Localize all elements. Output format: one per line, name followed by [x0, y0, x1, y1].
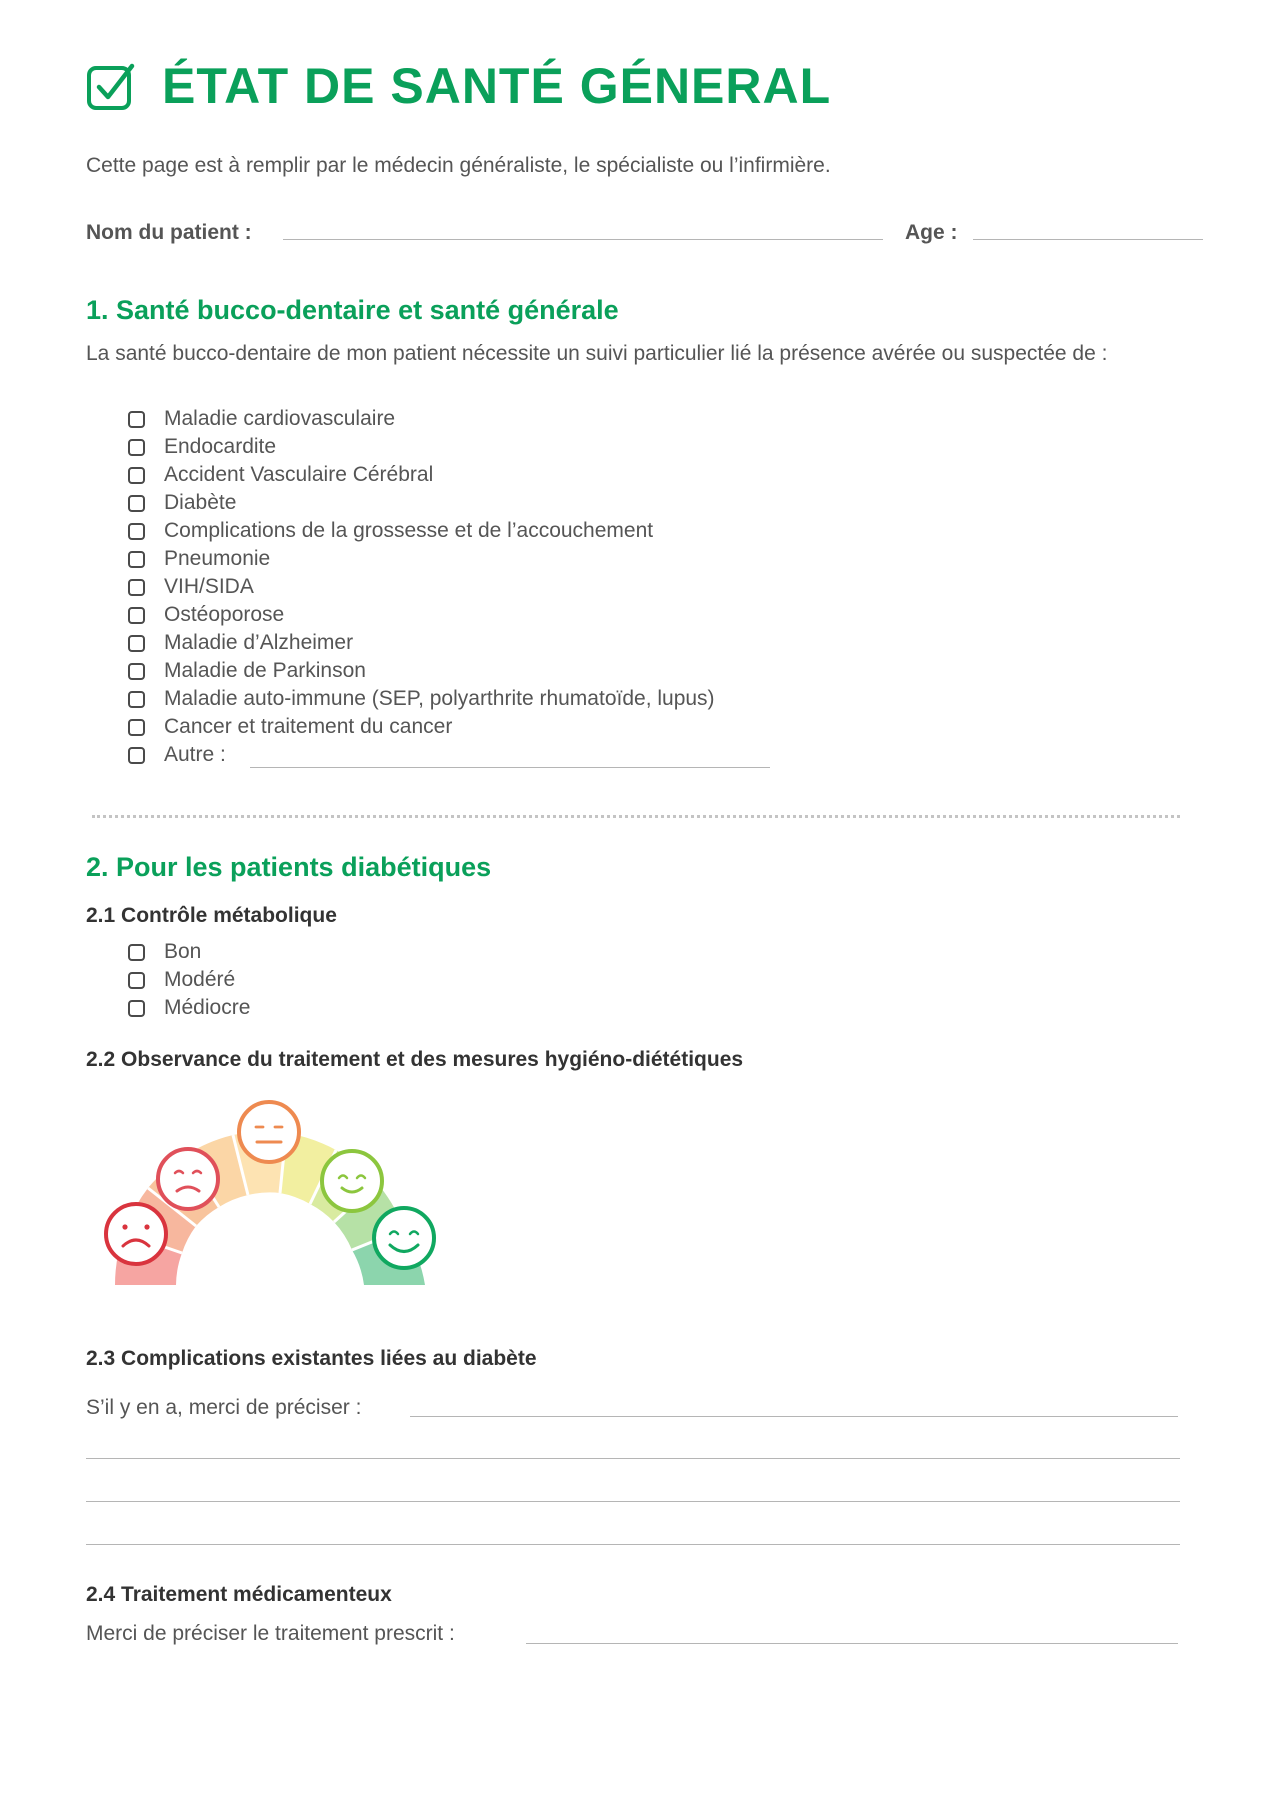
checkbox[interactable] [128, 719, 145, 736]
section22-heading: 2.2 Observance du traitement et des mesures hygiéno-diététiques [86, 1048, 744, 1071]
intro-text: Cette page est à remplir par le médecin généraliste, le spécialiste ou l’infirmière. [86, 154, 831, 177]
title-row [86, 60, 831, 112]
list-item [128, 685, 715, 713]
checkbox-label: Maladie cardiovasculaire [164, 407, 396, 430]
section24-heading: 2.4 Traitement médicamenteux [86, 1583, 392, 1606]
checkbox[interactable] [128, 691, 145, 708]
checkbox-label: Maladie d’Alzheimer [164, 631, 354, 654]
list-item [128, 601, 715, 629]
checkbox-label: Autre : [164, 743, 226, 766]
list-item [128, 966, 250, 994]
section2-heading: 2. Pour les patients diabétiques [86, 852, 492, 882]
list-item [128, 489, 715, 517]
section21-heading: 2.1 Contrôle métabolique [86, 904, 337, 927]
checkbox[interactable] [128, 972, 145, 989]
checkbox-label: Maladie de Parkinson [164, 659, 366, 682]
list-item [128, 405, 715, 433]
very-sad-face-icon[interactable] [106, 1204, 166, 1264]
section1-heading: 1. Santé bucco-dentaire et santé générale [86, 295, 619, 325]
checkbox[interactable] [128, 944, 145, 961]
patient-name-field[interactable] [283, 239, 883, 240]
complications-field-line-2[interactable] [86, 1458, 1180, 1459]
checkbox-label: Diabète [164, 491, 237, 514]
list-item [128, 713, 715, 741]
list-item [128, 461, 715, 489]
list-item [128, 517, 715, 545]
happy-face-icon[interactable] [322, 1151, 382, 1211]
section23-prompt: S’il y en a, merci de préciser : [86, 1396, 362, 1419]
list-item [128, 994, 250, 1022]
list-item [128, 545, 715, 573]
checkbox[interactable] [128, 747, 145, 764]
page-title: ÉTAT DE SANTÉ GÉNERAL [162, 58, 832, 114]
list-item [128, 433, 715, 461]
checkbox[interactable] [128, 635, 145, 652]
section-divider [92, 815, 1180, 818]
checkbox[interactable] [128, 1000, 145, 1017]
adherence-gauge [100, 1098, 440, 1294]
list-item [128, 573, 715, 601]
list-item [128, 938, 250, 966]
very-happy-face-icon[interactable] [374, 1208, 434, 1268]
checkbox[interactable] [128, 523, 145, 540]
checkbox-label: VIH/SIDA [164, 575, 254, 598]
checkbox-checked-icon [86, 60, 138, 112]
checkbox[interactable] [128, 439, 145, 456]
other-condition-field[interactable] [250, 767, 770, 768]
checkbox-label: Médiocre [164, 996, 251, 1019]
patient-name-label: Nom du patient : [86, 221, 252, 244]
checkbox[interactable] [128, 579, 145, 596]
checkbox-label: Complications de la grossesse et de l’accouchement [164, 519, 654, 542]
section1-checkbox-list [128, 405, 715, 769]
checkbox-label: Pneumonie [164, 547, 271, 570]
checkbox-label: Maladie auto-immune (SEP, polyarthrite rhumatoïde, lupus) [164, 687, 715, 710]
checkbox-label: Bon [164, 940, 202, 963]
list-item [128, 629, 715, 657]
age-field[interactable] [973, 239, 1203, 240]
checkbox[interactable] [128, 663, 145, 680]
complications-field-line-3[interactable] [86, 1501, 1180, 1502]
treatment-field[interactable] [526, 1643, 1178, 1644]
section23-heading: 2.3 Complications existantes liées au diabète [86, 1347, 537, 1370]
checkbox[interactable] [128, 551, 145, 568]
section24-prompt: Merci de préciser le traitement prescrit : [86, 1622, 455, 1645]
list-item [128, 657, 715, 685]
checkbox[interactable] [128, 607, 145, 624]
checkbox[interactable] [128, 467, 145, 484]
checkbox[interactable] [128, 495, 145, 512]
checkbox-label: Cancer et traitement du cancer [164, 715, 453, 738]
section1-intro: La santé bucco-dentaire de mon patient nécessite un suivi particulier lié la présence avérée ou suspectée de : [86, 342, 1108, 365]
complications-field-line-4[interactable] [86, 1544, 1180, 1545]
sad-face-icon[interactable] [158, 1149, 218, 1209]
age-label: Age : [905, 221, 958, 244]
neutral-face-icon[interactable] [239, 1102, 299, 1162]
checkbox-label: Modéré [164, 968, 236, 991]
checkbox-label: Ostéoporose [164, 603, 285, 626]
metabolic-control-list [128, 938, 250, 1022]
checkbox-label: Endocardite [164, 435, 277, 458]
list-item [128, 741, 715, 769]
checkbox-label: Accident Vasculaire Cérébral [164, 463, 434, 486]
checkbox[interactable] [128, 411, 145, 428]
complications-field-line-1[interactable] [410, 1416, 1178, 1417]
